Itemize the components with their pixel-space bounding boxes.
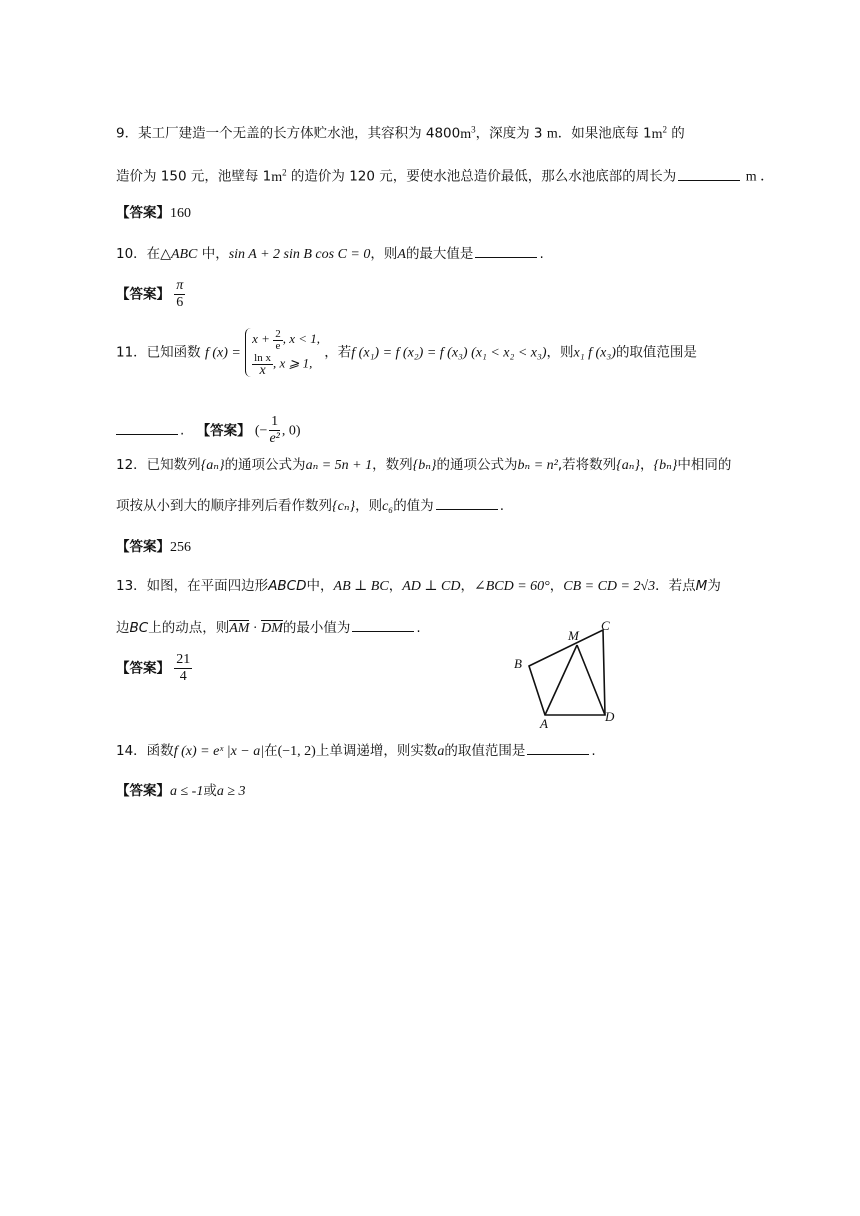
q9-unit-m2-b: $m^2$ (271, 167, 287, 185)
q13-cond2: AD ⊥ CD (402, 579, 461, 594)
q11-case2-num: ln x (254, 351, 271, 364)
q13-answer-blank[interactable] (352, 619, 414, 632)
q12-line1 (116, 455, 731, 476)
q13-text-b: 中， (306, 578, 334, 594)
q13-text-f: 上的动点，则 (148, 620, 230, 636)
q11-end: . (180, 422, 185, 439)
q13-sep1: ， (388, 578, 403, 594)
q13-figure (505, 618, 625, 733)
q11-text-c: ，则 (546, 344, 574, 361)
q12-text-a: 12．已知数列 (116, 457, 201, 473)
q9-unit-m2: $m^2$ (651, 124, 667, 142)
q12-formula-b: bₙ = n² (517, 458, 558, 473)
q12-text-j: 的值为 (393, 498, 434, 514)
q13-text-e: 边 (116, 620, 130, 636)
q12-end: . (499, 498, 504, 514)
q10-answer-blank[interactable] (475, 245, 537, 258)
q13-text-d: 为 (707, 578, 721, 594)
q12-formula-a: aₙ = 5n + 1 (305, 458, 373, 473)
answer-label: 【答案】 (116, 783, 170, 799)
q10-answer-fraction (174, 278, 185, 311)
q11-line2 (116, 414, 301, 447)
q12-answer-blank[interactable] (436, 497, 498, 510)
q10-text-d: 的最大值是 (405, 246, 474, 262)
q9-text-d: 的 (667, 125, 685, 142)
q11-piecewise (245, 328, 320, 377)
q14-func: f (x) = eˣ |x − a| (173, 744, 265, 759)
q13-sep2: ， (460, 578, 474, 594)
q9-answer (116, 203, 191, 224)
q11-case2: $\frac{\text{ln x}}{x}$ , x ⩾ 1, (254, 351, 313, 378)
answer-label: 【答案】 (116, 286, 170, 303)
q12-seq-a2: {aₙ} (616, 458, 641, 473)
q14-text-b: 在 (264, 743, 278, 759)
q11-answer-blank[interactable] (116, 422, 178, 435)
q10-text-b: 中， (197, 246, 229, 262)
label-m: M (568, 628, 579, 643)
q13-text-c: ．若点 (655, 578, 696, 594)
q13-answer-num: 21 (176, 652, 191, 667)
quadrilateral-abcd (529, 630, 605, 715)
q14-text-a: 14．函数 (116, 743, 174, 759)
q12-seq-b2: {bₙ} (653, 458, 678, 473)
q14-answer-or: 或 (203, 783, 217, 799)
q10-triangle: △ABC (160, 247, 198, 262)
q13-point-m: M (695, 578, 708, 594)
q11-func: f (x) = (204, 345, 241, 361)
q11-case1-den: e (275, 339, 281, 352)
q11-answer-fraction (267, 414, 281, 447)
q9-text-c: ．如果池底每 1 (557, 125, 652, 142)
q12-text-b: 的通项公式为 (224, 457, 306, 473)
q13-vector-dm: DM (261, 621, 283, 636)
q9-text-f: 的造价为 120 元，要使水池总造价最低，那么水池底部的周长为 (286, 168, 677, 185)
q12-seq-a: {aₙ} (200, 458, 225, 473)
q14-answer-blank[interactable] (527, 742, 589, 755)
q11-case1-num: 2 (275, 327, 281, 340)
q13-answer-fraction (174, 652, 192, 685)
q14-var: a (437, 744, 445, 759)
q12-text-d: 的通项公式为 (436, 457, 518, 473)
q11-case2-den: x (259, 362, 266, 378)
answer-label: 【答案】 (116, 205, 170, 221)
q9-line1 (116, 119, 685, 145)
q12-c6: c₆ (382, 499, 394, 514)
q12-text-i: ，则 (355, 498, 383, 514)
q11-expr: x₁ f (x₃) (573, 345, 616, 361)
label-b: B (514, 656, 522, 671)
q12-text-e: ,若将数列 (557, 457, 617, 473)
answer-label: 【答案】 (196, 422, 251, 439)
q13-vector-am: AM (229, 621, 250, 636)
q14-answer-b: a ≥ 3 (216, 784, 246, 799)
q13-answer (116, 652, 192, 685)
q13-line2 (116, 618, 421, 639)
q9-answer-blank[interactable] (678, 168, 740, 181)
q13-dot: · (249, 621, 262, 636)
q13-side: BC (129, 620, 149, 636)
q9-answer-value: 160 (170, 206, 191, 221)
q14-text-c: 上单调递增，则实数 (315, 743, 438, 759)
q10-end: . (539, 246, 544, 262)
q14-text-d: 的取值范围是 (444, 743, 526, 759)
q12-text-c: ，数列 (372, 457, 413, 473)
q14-line (116, 741, 596, 762)
q12-line2 (116, 496, 504, 517)
q12-answer (116, 537, 191, 558)
q12-text-f: ， (640, 457, 654, 473)
q13-text-a: 13．如图，在平面四边形 (116, 578, 269, 594)
q14-answer-a: a ≤ -1 (170, 784, 204, 799)
q14-end: . (591, 743, 596, 759)
label-d: D (605, 709, 615, 724)
q13-cond4: CB = CD = 2√3 (563, 579, 656, 594)
q12-seq-b: {bₙ} (412, 458, 437, 473)
label-a: A (540, 716, 548, 731)
q11-case1: x + $\frac{2}{e}$ , x < 1, (252, 327, 320, 352)
q10-text-c: ，则 (370, 246, 398, 262)
q9-unit-m: m (546, 126, 558, 142)
q13-text-g: 的最小值为 (282, 620, 351, 636)
label-c: C (601, 618, 610, 633)
q10-text-a: 10．在 (116, 246, 161, 262)
q13-answer-den: 4 (179, 669, 187, 684)
q10-answer (116, 278, 185, 311)
q13-end: . (416, 620, 421, 636)
q11-line (116, 328, 697, 377)
q13-cond1: AB ⊥ BC (333, 579, 389, 594)
q10-answer-num: π (176, 278, 184, 293)
q11-text-a: 11．已知函数 (116, 344, 201, 361)
segment-dm (577, 645, 605, 715)
q10-equation: sin A + 2 sin B cos C = 0 (228, 247, 371, 262)
q9-text-e: 造价为 150 元，池壁每 1 (116, 168, 272, 185)
q10-answer-den: 6 (176, 295, 184, 310)
q11-answer-a: (− (254, 423, 268, 439)
q11-text-d: 的取值范围是 (615, 344, 697, 361)
q9-line2 (116, 162, 774, 188)
q13-sep3: ， (549, 578, 564, 594)
q11-answer-num: 1 (271, 414, 279, 429)
q9-text-a: 9．某工厂建造一个无盖的长方体贮水池，其容积为 4800 (116, 125, 461, 142)
q12-answer-value: 256 (170, 540, 191, 555)
q11-answer-den: e² (269, 431, 280, 446)
q10-var: A (397, 247, 406, 262)
q10-line (116, 244, 544, 265)
answer-label: 【答案】 (116, 660, 170, 677)
q13-cond3: ∠BCD = 60° (473, 579, 550, 594)
q9-text-b: ，深度为 3 (475, 125, 543, 142)
answer-label: 【答案】 (116, 539, 170, 555)
q11-condition: f (x₁) = f (x₂) = f (x₃) (x₁ < x₂ < x₃) (351, 345, 547, 361)
q12-text-g: 中相同的 (677, 457, 732, 473)
q11-text-b: ，若 (324, 344, 352, 361)
q14-interval: (−1, 2) (277, 744, 316, 759)
q12-seq-c: {cₙ} (332, 499, 356, 514)
q14-answer (116, 781, 246, 802)
q13-line1 (116, 576, 721, 597)
q11-answer-b: , 0) (281, 423, 301, 439)
q9-unit-m3: $m^3$ (460, 124, 476, 142)
q12-text-h: 项按从小到大的顺序排列后看作数列 (116, 498, 332, 514)
q9-text-g: m ． (742, 169, 775, 185)
q13-quad: ABCD (268, 578, 307, 594)
